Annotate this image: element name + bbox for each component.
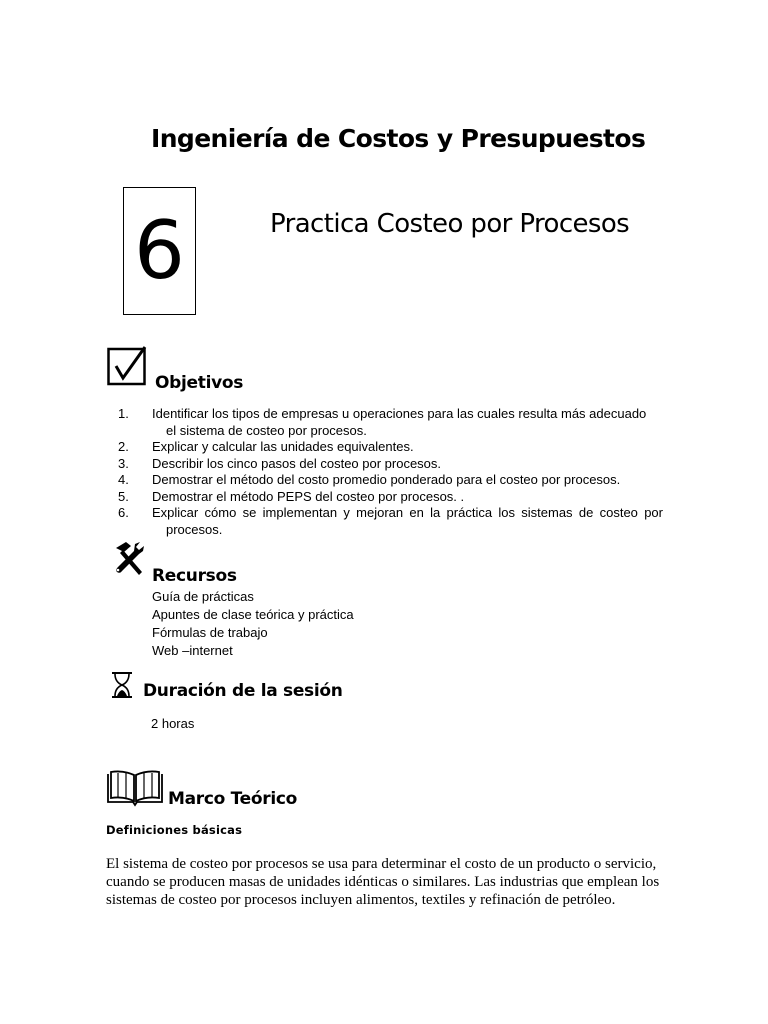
list-item: Apuntes de clase teórica y práctica	[152, 607, 354, 622]
list-item: 3. Describir los cinco pasos del costeo por procesos.	[118, 455, 442, 471]
duration-heading: Duración de la sesión	[143, 681, 343, 701]
list-item: 2. Explicar y calcular las unidades equivalentes.	[118, 439, 414, 454]
document-title: Ingeniería de Costos y Presupuestos	[151, 124, 646, 153]
document-subtitle: Practica Costeo por Procesos	[270, 209, 630, 239]
list-item: 5. Demostrar el método PEPS del costeo por procesos. .	[118, 488, 465, 504]
chapter-number-box	[123, 187, 196, 315]
tools-icon	[112, 540, 146, 576]
list-item: 1. Identificar los tipos de empresas u operaciones para las cuales resulta más adecuado el sistema de costeo por procesos.	[118, 406, 647, 438]
list-item: Web –internet	[152, 643, 233, 658]
hourglass-icon	[110, 671, 134, 699]
definitions-heading: Definiciones básicas	[106, 823, 243, 837]
duration-value: 2 horas	[151, 716, 195, 731]
open-book-icon	[106, 770, 164, 808]
resources-heading: Recursos	[152, 566, 237, 586]
list-item: 6. Explicar cómo se implementan y mejoran en la práctica los sistemas de costeo por procesos.	[118, 505, 663, 537]
theory-paragraph: El sistema de costeo por procesos se usa para determinar el costo de un producto o servicio, cuando se producen masas de unidades idénticas o similares. Las industrias que emplean los sistemas de costeo por procesos incluyen alimentos, textiles y refinación de petróleo.	[106, 856, 660, 908]
checkbox-check-icon	[107, 344, 151, 386]
resources-list	[152, 588, 354, 660]
objectives-heading: Objetivos	[155, 373, 244, 393]
list-item: Guía de prácticas	[152, 589, 254, 604]
objectives-list	[118, 406, 663, 538]
chapter-number: 6	[134, 204, 185, 297]
list-item: 4. Demostrar el método del costo promedio ponderado para el costeo por procesos.	[118, 472, 621, 487]
theory-heading: Marco Teórico	[168, 789, 298, 809]
list-item: Fórmulas de trabajo	[152, 625, 268, 640]
